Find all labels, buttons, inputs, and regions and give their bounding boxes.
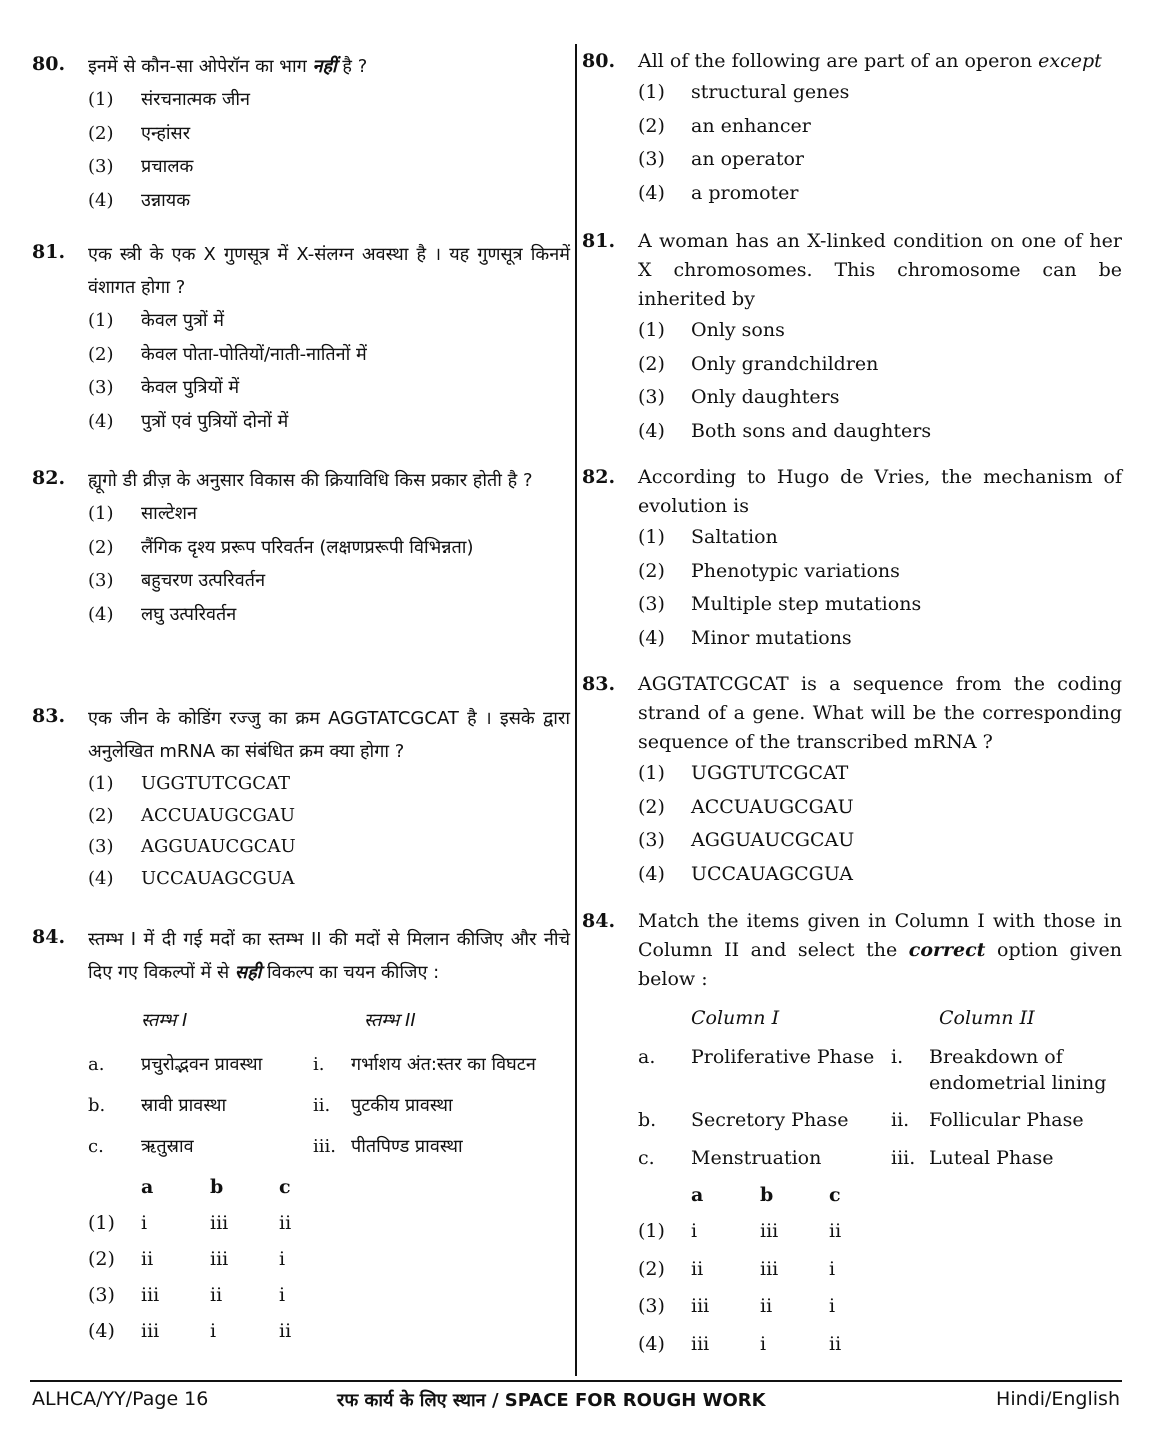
question-text: A woman has an X-linked condition on one of her X chromosomes. This chromosome can be inherited by xyxy=(638,230,1122,310)
match-row: a. प्रचुरोद्भवन प्रावस्था i. गर्भाशय अंत:स्तर का विघटन xyxy=(88,1054,536,1075)
option: (4) Minor mutations xyxy=(638,626,852,649)
question-text: स्तम्भ I में दी गई मदों का स्तम्भ II की मदों से मिलान कीजिए और नीचे दिए गए विकल्पों में से सही विकल्प का चयन कीजिए : xyxy=(88,929,570,983)
option: (1) UGGTUTCGCAT xyxy=(88,773,291,794)
answer-option: (2) ii iii i xyxy=(88,1248,286,1270)
option: (3) बहुचरण उत्परिवर्तन xyxy=(88,570,266,591)
option: (2) ACCUAUGCGAU xyxy=(88,804,296,826)
answer-option: (4) iii i ii xyxy=(638,1332,842,1355)
match-header: स्तम्भ I स्तम्भ II xyxy=(141,1010,416,1031)
question-81-hi xyxy=(32,238,570,438)
question-80-hi xyxy=(32,50,570,217)
answer-header: a b c xyxy=(691,1184,841,1206)
question-text: All of the following are part of an operon except xyxy=(638,50,1102,72)
match-row: c. Menstruation iii. Luteal Phase xyxy=(638,1147,1054,1169)
question-number: 80. xyxy=(582,50,616,72)
option: (4) पुत्रों एवं पुत्रियों दोनों में xyxy=(88,410,289,432)
question-number: 84. xyxy=(582,910,616,932)
question-text: ह्यूगो डी व्रीज़ के अनुसार विकास की क्रियाविधि किस प्रकार होती है ? xyxy=(88,470,533,491)
option: (2) केवल पोता-पोतियों/नाती-नातिनों में xyxy=(88,343,367,365)
option: (4) लघु उत्परिवर्तन xyxy=(88,603,237,625)
question-text: एक जीन के कोडिंग रज्जु का क्रम AGGTATCGCAT है । इसके द्वारा अनुलेखित mRNA का संबंधित क्रम क्या होगा ? xyxy=(88,708,570,762)
question-number: 81. xyxy=(582,230,616,252)
answer-option: (1) i iii ii xyxy=(88,1212,292,1234)
question-80-en xyxy=(582,47,1122,210)
option: (2) एन्हांसर xyxy=(88,122,191,144)
question-number: 83. xyxy=(32,705,66,727)
question-number: 80. xyxy=(32,53,66,75)
option: (2) ACCUAUGCGAU xyxy=(638,795,854,818)
question-83-hi xyxy=(32,702,570,894)
column-divider xyxy=(575,44,577,1376)
question-number: 83. xyxy=(582,673,616,695)
option: (4) UCCAUAGCGUA xyxy=(88,867,295,889)
option: (1) Saltation xyxy=(638,526,778,548)
page-footer xyxy=(32,1388,1120,1418)
option: (2) an enhancer xyxy=(638,114,811,137)
question-number: 81. xyxy=(32,241,66,263)
match-row: b. Secretory Phase ii. Follicular Phase xyxy=(638,1109,1084,1131)
question-number: 82. xyxy=(32,467,66,489)
option: (4) उन्नायक xyxy=(88,189,191,211)
match-header: Column I Column II xyxy=(691,1007,1035,1029)
option: (1) structural genes xyxy=(638,81,850,103)
question-84-en xyxy=(582,907,1122,1363)
question-text: एक स्त्री के एक X गुणसूत्र में X-संलग्न अवस्था है । यह गुणसूत्र किनमें वंशागत होगा ? xyxy=(88,244,570,298)
option: (2) Phenotypic variations xyxy=(638,559,900,582)
answer-option: (3) iii ii i xyxy=(638,1295,836,1317)
page-code: ALHCA/YY/Page 16 xyxy=(32,1388,209,1410)
option: (3) Multiple step mutations xyxy=(638,593,922,615)
option: (3) Only daughters xyxy=(638,386,840,408)
option: (2) लैंगिक दृश्य प्ररूप परिवर्तन (लक्षणप्ररूपी विभिन्नता) xyxy=(88,536,474,558)
option: (1) साल्टेशन xyxy=(88,503,197,524)
answer-option: (4) iii i ii xyxy=(88,1320,292,1342)
option: (4) UCCAUAGCGUA xyxy=(638,862,854,885)
answer-option: (1) i iii ii xyxy=(638,1220,842,1242)
option: (4) a promoter xyxy=(638,181,799,204)
question-83-en xyxy=(582,670,1122,891)
answer-option: (3) iii ii i xyxy=(88,1284,286,1306)
option: (3) प्रचालक xyxy=(88,156,194,177)
rough-work-label: रफ कार्य के लिए स्थान / SPACE FOR ROUGH WORK xyxy=(337,1390,766,1411)
answer-option: (2) ii iii i xyxy=(638,1257,836,1280)
question-82-hi xyxy=(32,464,570,631)
option: (3) AGGUAUCGCAU xyxy=(638,829,855,851)
question-text: According to Hugo de Vries, the mechanism of evolution is xyxy=(638,466,1122,517)
option: (1) संरचनात्मक जीन xyxy=(88,89,250,110)
question-number: 84. xyxy=(32,926,66,948)
option: (1) केवल पुत्रों में xyxy=(88,310,225,331)
option: (1) Only sons xyxy=(638,319,785,341)
match-row: b. स्रावी प्रावस्था ii. पुटकीय प्रावस्था xyxy=(88,1095,453,1116)
question-text: Match the items given in Column I with those in Column II and select the correct option given below : xyxy=(638,910,1122,990)
option: (3) केवल पुत्रियों में xyxy=(88,377,240,398)
question-text: AGGTATCGCAT is a sequence from the coding strand of a gene. What will be the corresponding sequence of the transcribed mRNA ? xyxy=(638,673,1122,753)
question-82-en xyxy=(582,463,1122,655)
question-number: 82. xyxy=(582,466,616,488)
option: (3) AGGUAUCGCAU xyxy=(88,836,296,857)
question-84-hi xyxy=(32,923,570,1349)
language-label: Hindi/English xyxy=(996,1388,1120,1410)
footer-rule xyxy=(30,1380,1122,1382)
question-81-en xyxy=(582,227,1122,448)
match-row: c. ऋतुस्राव iii. पीतपिण्ड प्रावस्था xyxy=(88,1136,463,1157)
option: (3) an operator xyxy=(638,148,805,170)
option: (4) Both sons and daughters xyxy=(638,419,932,442)
option: (2) Only grandchildren xyxy=(638,352,879,375)
match-row: a. Proliferative Phase i. Breakdown of endometrial lining xyxy=(638,1046,1107,1094)
option: (1) UGGTUTCGCAT xyxy=(638,762,849,784)
answer-header: a b c xyxy=(141,1176,291,1198)
question-text: इनमें से कौन-सा ओपेरॉन का भाग नहीं है ? xyxy=(88,56,368,77)
